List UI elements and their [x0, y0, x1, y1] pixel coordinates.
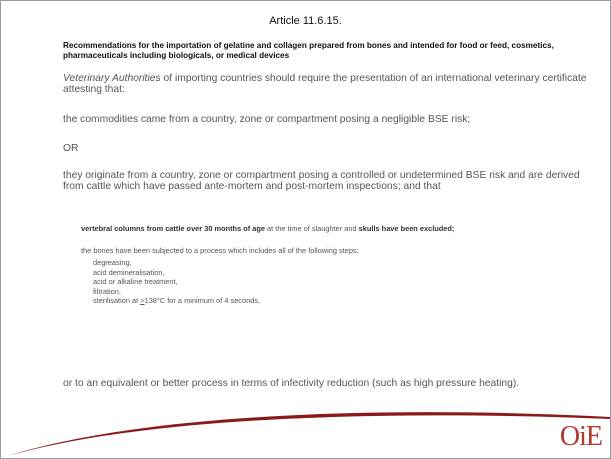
- process-steps: [93, 258, 393, 306]
- step-item: filtration,: [93, 286, 121, 296]
- step-item: acid or alkaline treatment,: [93, 277, 178, 287]
- or-label: OR: [63, 143, 79, 154]
- intro-paragraph: [63, 73, 603, 95]
- step-item: acid demineralisation,: [93, 267, 165, 277]
- intro-rest: of importing countries should require the presentation of an international veterinary certificate attesting that:: [63, 73, 587, 95]
- ge-symbol: >: [140, 296, 145, 306]
- sub-1-mid: at the time of slaughter and: [265, 224, 359, 233]
- step-item: degreasing,: [93, 258, 132, 267]
- intro-italic: Veterinary Authorities: [63, 73, 161, 84]
- recommendation-heading: Recommendations for the importation of gelatine and collagen prepared from bones and intended for food or feed, cosmetics, pharmaceuticals including biologicals, or medical devices: [63, 41, 554, 60]
- sub-condition-1: [81, 224, 606, 233]
- swoosh-path: [1, 412, 610, 458]
- sub-1-bold-a: vertebral columns from cattle over 30 months of age: [81, 224, 265, 233]
- closing-paragraph: or to an equivalent or better process in terms of infectivity reduction (such as high pressure heating).: [63, 378, 520, 389]
- condition-2: they originate from a country, zone or compartment posing a controlled or undetermined BSE risk and are derived from cattle which have passed ante-mortem and post-mortem inspections; and that: [63, 170, 580, 192]
- article-title: Article 11.6.15.: [269, 15, 342, 27]
- oie-logo: OiE: [559, 421, 602, 452]
- sterilisation-post: 138°C for a minimum of 4 seconds,: [144, 296, 261, 306]
- decorative-swoosh: [1, 401, 610, 458]
- condition-1: the commodities came from a country, zone or compartment posing a negligible BSE risk;: [63, 114, 471, 125]
- step-sterilisation: [93, 296, 393, 306]
- sub-1-bold-b: skulls have been excluded;: [358, 224, 455, 233]
- sterilisation-pre: sterilisation at: [93, 296, 141, 306]
- sub-condition-2: the bones have been subjected to a process which includes all of the following steps:: [81, 246, 359, 255]
